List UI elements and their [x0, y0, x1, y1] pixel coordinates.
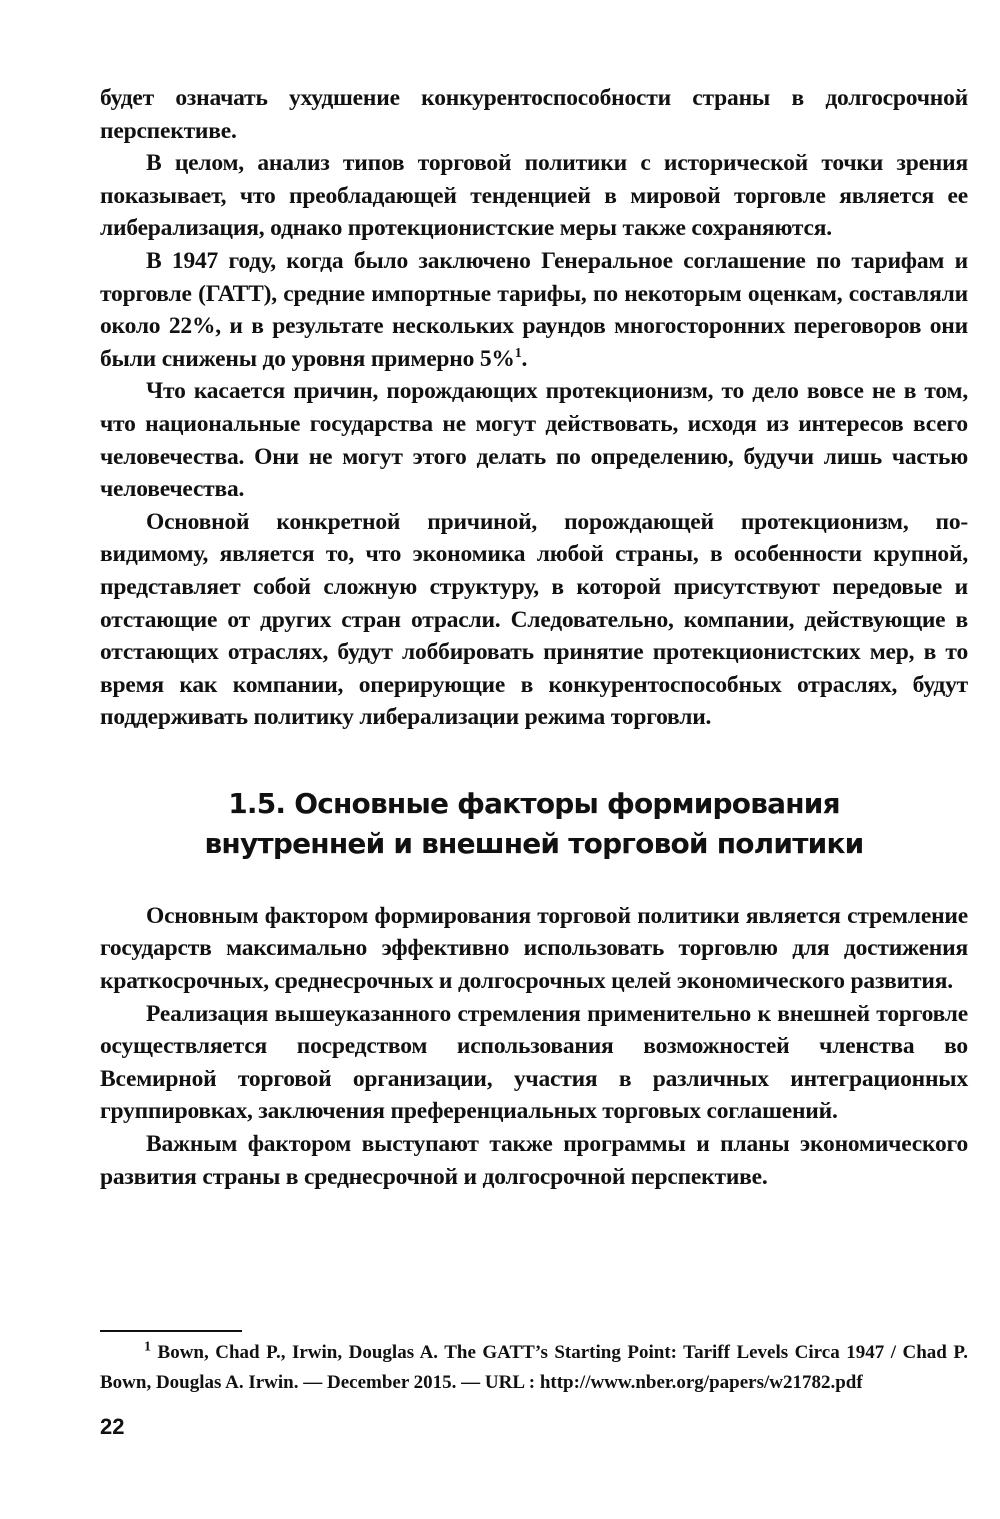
section-heading — [100, 784, 968, 864]
footnote-mark: 1 — [144, 1339, 151, 1355]
paragraph-implementation: Реализация вышеуказанного стремления применительно к внешней торговле осуществляется посредством использования возможностей членства во Всемирной торговой организации, участия в различных интеграционных группировках, заключения преференциальных торговых соглашений. — [100, 1000, 968, 1125]
paragraph-main-factor: Основным фактором формирования торговой политики является стремление государств максимально эффективно использовать торговлю для достижения краткосрочных, среднесрочных и долгосрочных целей экономического развития. — [100, 902, 968, 995]
paragraph-gatt-1947 — [100, 245, 968, 375]
page-number: 22 — [100, 1414, 125, 1439]
paragraph-programs-plans: Важным фактором выступают также программы и планы экономического развития страны в среднесрочной и долгосрочной перспективе. — [100, 1131, 968, 1190]
footnote-text: Bown, Chad P., Irwin, Douglas A. The GATT’s Starting Point: Tariff Levels Circa 1947 / Chad P. Bown, Douglas A. Irwin. — December 2015. — URL : http://www.nber.org/papers/w21782.pdf — [100, 1342, 968, 1393]
footnote-area — [100, 1330, 968, 1398]
paragraph-main-cause: Основной конкретной причиной, порождающей протекционизм, по-видимому, является то, что экономика любой страны, в особенности крупной, представляет собой сложную структуру, в которой присутствуют передовые и отстающие от других стран отрасли. Следовательно, компании, действующие в отстающих отраслях, будут лоббировать принятие протекционистских мер, в то время как компании, оперирующие в конкурентоспособных отраслях, будут поддерживать политику либерализации режима торговли. — [100, 508, 968, 731]
footnote-divider — [100, 1330, 242, 1332]
paragraph-continuation: будет означать ухудшение конкурентоспособности страны в долгосрочной перспективе. — [100, 85, 968, 144]
page-body — [100, 82, 968, 1193]
paragraph-protectionism-causes: Что касается причин, порождающих протекционизм, то дело вовсе не в том, что национальные государства не могут действовать, исходя из интересов всего человечества. Они не могут этого делать по определению, будучи лишь частью человечества. — [100, 378, 968, 503]
paragraph-gatt-tail: . — [521, 345, 528, 372]
footnote-reference-mark[interactable]: 1 — [514, 345, 522, 361]
footnote-1 — [100, 1338, 968, 1398]
paragraph-trade-policy-history: В целом, анализ типов торговой политики с исторической точки зрения показывает, что преобладающей тенденцией в мировой торговле является ее либерализация, однако протекционистские меры также сохраняются. — [100, 150, 968, 242]
paragraph-gatt-text: В 1947 году, когда было заключено Генеральное соглашение по тарифам и торговле (ГАТТ), средние импортные тарифы, по некоторым оценкам, составляли около 22%, и в результате нескольких раундов многосторонних переговоров они были снижены до уровня примерно 5% — [100, 247, 968, 372]
section-heading-line-2: внутренней и внешней торговой политики — [204, 826, 864, 860]
section-heading-line-1: 1.5. Основные факторы формирования — [228, 786, 840, 820]
